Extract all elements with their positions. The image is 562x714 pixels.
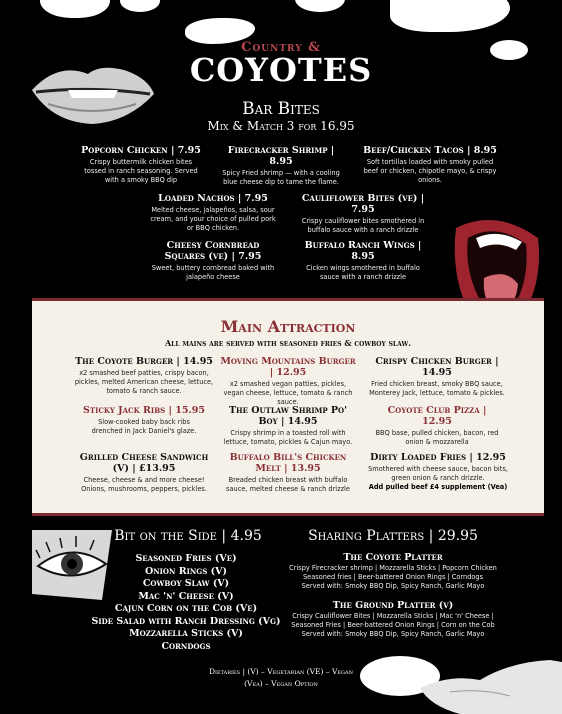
item-title: Cauliflower Bites (ve) | 7.95 (301, 193, 425, 215)
item-title: Beef/Chicken Tacos | 8.95 (363, 145, 497, 156)
dietary-legend: Dietaries | (V) – Vegetarian (VE) – Vegan (208, 667, 353, 676)
menu-item (362, 145, 498, 185)
item-description: Crispy buttermilk chicken bites tossed in ranch seasoning. Served with a smoky BBQ dip (84, 158, 198, 184)
item-title: Cheesy Cornbread Squares (ve) | 7.95 (164, 240, 262, 262)
item-description: Cicken wings smothered in buffalo sauce with a ranch drizzle (306, 264, 420, 281)
cow-spot-decoration (120, 0, 160, 12)
item-title: Crispy Chicken Burger | 14.95 (375, 356, 499, 378)
menu-item (146, 193, 280, 233)
side-item: Onion Rings (V) (144, 565, 228, 577)
item-description: Soft tortillas loaded with smoky pulled beef or chicken, chipotle mayo, & crispy onions. (363, 158, 497, 184)
brand-subtitle: Country & (241, 40, 321, 55)
item-title: Loaded Nachos | 7.95 (158, 193, 268, 204)
side-item: Cajun Corn on the Cob (Ve) (114, 603, 258, 614)
item-description: Spicy Fried shrimp — with a cooling blue cheese dip to tame the flame. (222, 169, 340, 186)
main-attraction-panel (32, 298, 544, 516)
side-item: Corndogs (161, 640, 211, 652)
brand-logo-text: COYOTES (189, 51, 373, 89)
menu-item (216, 145, 346, 187)
platter-line: Served with: Smoky BBQ Dip, Spicy Ranch, Garlic Mayo (301, 582, 485, 590)
menu-item (222, 405, 354, 447)
side-item: Seasoned Fries (Ve) (135, 553, 237, 564)
item-description: Sweet, buttery cornbread baked with jalapeño cheese (151, 264, 275, 281)
platter-line: Served with: Smoky BBQ Dip, Spicy Ranch, Garlic Mayo (301, 630, 485, 638)
menu-item (146, 240, 280, 282)
item-description: Fried chicken breast, smoky BBQ sauce, Monterey Jack, lettuce, tomato & pickles. (369, 380, 505, 397)
platter-item (286, 600, 500, 639)
item-description: Crispy shrimp in a toasted roll with lettuce, tomato, pickles & Cajun mayo. (223, 429, 353, 446)
side-item: Mozzarella Sticks (V) (129, 628, 243, 639)
platter-title: The Ground Platter (v) (332, 600, 454, 611)
dietary-legend-option: (Vea) – Vegan Option (244, 679, 318, 688)
item-title: Dirty Loaded Fries | 12.95 (370, 452, 506, 463)
platter-line: Seasoned Fries | Beer-battered Onion Rings | Corn on the Cob (291, 621, 495, 629)
cow-spot-decoration (40, 0, 110, 18)
section-title-sharing: Sharing Platters | 29.95 (308, 528, 478, 544)
item-description: Crispy cauliflower bites smothered in buffalo sauce with a ranch drizzle (301, 217, 425, 234)
item-supplement-note: Add pulled beef £4 supplement (Vea) (368, 483, 508, 491)
section-subtitle-main-attraction: All mains are served with seasoned fries & cowboy slaw. (164, 338, 412, 348)
menu-item (74, 356, 214, 396)
item-title: Buffalo Ranch Wings | 8.95 (304, 240, 422, 262)
platter-line: Seasoned fries | Beer-battered Onion Rings | Corndogs (302, 573, 484, 581)
menu-item (300, 240, 426, 282)
item-description: Melted cheese, jalapeños, salsa, sour cream, and your choice of pulled pork or BBQ chicken. (150, 206, 276, 232)
item-title: Moving Mountains Burger | 12.95 (220, 356, 356, 378)
item-title: Firecracker Shrimp | 8.95 (227, 145, 335, 167)
item-description: Cheese, cheese & and more cheese! Onions, mushrooms, peppers, pickles. (81, 476, 207, 493)
item-description: BBQ base, pulled chicken, bacon, red onion & mozzarella (375, 429, 499, 446)
item-title: The Outlaw Shrimp Po' Boy | 14.95 (228, 405, 348, 427)
menu-item (82, 405, 206, 436)
menu-item (294, 193, 432, 235)
menu-item (220, 356, 356, 407)
item-description: Slow-cooked baby back ribs drenched in Jack Daniel's glaze. (91, 418, 197, 435)
platter-line: Crispy Cauliflower Bites | Mozzarella Sticks | Mac 'n' Cheese | (292, 612, 494, 620)
platter-title: The Coyote Platter (343, 552, 443, 563)
side-item: Side Salad with Ranch Dressing (Vg) (91, 615, 281, 627)
item-title: Grilled Cheese Sandwich (V) | £13.95 (79, 452, 209, 474)
cow-spot-decoration (295, 0, 345, 12)
platter-item (286, 552, 500, 591)
item-description: Smothered with cheese sauce, bacon bits, green onion & ranch drizzle. (368, 465, 508, 482)
item-description: x2 smashed vegan patties, pickles, vegan cheese, lettuce, tomato & ranch sauce. (223, 380, 353, 406)
item-title: Coyote Club Pizza | 12.95 (387, 405, 487, 427)
platter-line: Crispy Firecracker shrimp | Mozzarella Sticks | Popcorn Chicken (289, 564, 497, 572)
menu-item (362, 356, 512, 398)
item-title: Sticky Jack Ribs | 15.95 (83, 405, 205, 416)
cow-spot-decoration (390, 0, 510, 32)
section-title-main-attraction: Main Attraction (220, 317, 356, 336)
item-title: Popcorn Chicken | 7.95 (81, 145, 201, 156)
menu-item (360, 452, 516, 492)
menu-item (78, 145, 204, 185)
item-title: Buffalo Bill's Chicken Melt | 13.95 (229, 452, 347, 474)
side-list (86, 553, 286, 653)
side-item: Cowboy Slaw (V) (142, 578, 230, 589)
menu-item (372, 405, 502, 447)
item-title: The Coyote Burger | 14.95 (75, 356, 213, 367)
section-title-side: Bit on the Side | 4.95 (114, 528, 262, 544)
section-title-bar-bites: Bar Bites (242, 99, 320, 119)
menu-item (76, 452, 212, 494)
item-description: x2 smashed beef patties, crispy bacon, pickles, melted American cheese, lettuce, tomato & ranch sauce. (74, 369, 214, 395)
side-item: Mac 'n' Cheese (V) (138, 590, 234, 602)
section-subtitle-bar-bites: Mix & Match 3 for 16.95 (207, 119, 355, 133)
item-description: Breaded chicken breast with buffalo sauce, melted cheese & ranch drizzle (226, 476, 350, 493)
menu-item (222, 452, 354, 494)
